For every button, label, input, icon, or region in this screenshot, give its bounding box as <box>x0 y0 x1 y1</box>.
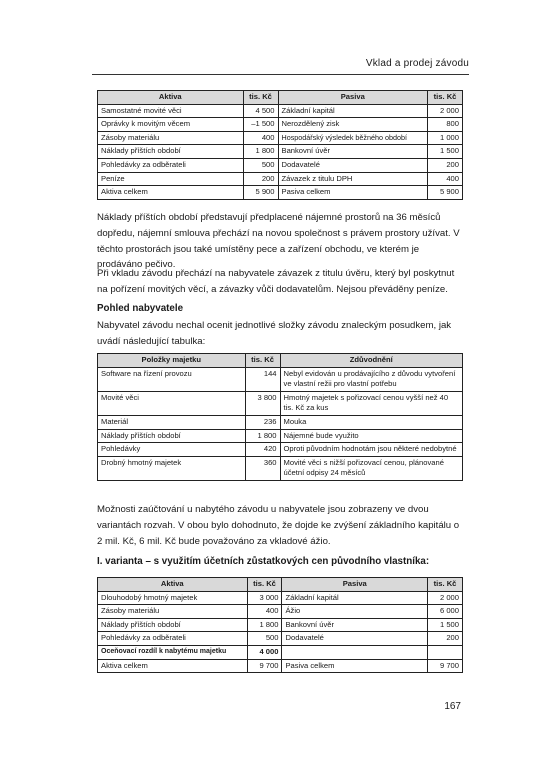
table-cell: Nerozdělený zisk <box>278 118 428 132</box>
table-cell: Nebyl evidován u prodávajícího z důvodu vytvoření ve vlastní režii pro vlastní potřebu <box>280 367 462 391</box>
table-cell: 144 <box>245 367 280 391</box>
table-cell: Dlouhodobý hmotný majetek <box>98 591 248 605</box>
table-cell: 1 500 <box>428 145 463 159</box>
table-cell: 2 000 <box>428 104 463 118</box>
table-cell: Pasiva celkem <box>282 659 428 673</box>
table-cell: 9 700 <box>247 659 282 673</box>
table-cell: 3 800 <box>245 391 280 415</box>
heading-buyer-view: Pohled nabyvatele <box>97 303 184 314</box>
table-row <box>98 443 463 457</box>
table-cell: 236 <box>245 415 280 429</box>
paragraph-transfer: Při vkladu závodu přechází na nabyvatele závazek z titulu úvěru, který byl poskytnut na pořízení movitých věcí, a závazky vůči dodavatelům. Nejsou převáděny peníze. <box>97 268 455 295</box>
header-rule <box>92 74 469 75</box>
table-cell: 9 700 <box>428 659 463 673</box>
table-cell: 1 500 <box>428 618 463 632</box>
table-row <box>98 158 463 172</box>
table-cell: Hmotný majetek s pořizovací cenou vyšší než 40 tis. Kč za kus <box>280 391 462 415</box>
table-cell: 4 500 <box>243 104 278 118</box>
table-cell: Zásoby materiálu <box>98 131 244 145</box>
table-cell: Oproti původním hodnotám jsou některé nedobytné <box>280 443 462 457</box>
table-cell: Základní kapitál <box>278 104 428 118</box>
heading-variant-1: I. varianta – s využitím účetních zůstatkových cen původního vlastníka: <box>97 556 430 567</box>
table-cell: Peníze <box>98 172 244 186</box>
table-cell: Pohledávky za odběrateli <box>98 158 244 172</box>
table-total-row <box>98 659 463 673</box>
column-header-tis-kc: tis. Kč <box>428 578 463 592</box>
table-row <box>98 605 463 619</box>
column-header-pasiva: Pasiva <box>278 91 428 105</box>
table-cell: 6 000 <box>428 605 463 619</box>
table-cell: 500 <box>243 158 278 172</box>
table-row <box>98 367 463 391</box>
table-row <box>98 391 463 415</box>
column-header-tis-kc: tis. Kč <box>428 91 463 105</box>
column-header-tis-kc: tis. Kč <box>243 91 278 105</box>
table-cell: 1 800 <box>243 145 278 159</box>
table-cell: Mouka <box>280 415 462 429</box>
column-header-tis-kc: tis. Kč <box>245 354 280 368</box>
table-cell: 420 <box>245 443 280 457</box>
table-cell: Pohledávky za odběrateli <box>98 632 248 646</box>
column-header-pasiva: Pasiva <box>282 578 428 592</box>
table-header-row <box>98 354 463 368</box>
table-cell: 1 000 <box>428 131 463 145</box>
table-cell: Náklady příštích období <box>98 145 244 159</box>
table-cell: Základní kapitál <box>282 591 428 605</box>
balance-sheet-table-1 <box>97 90 463 200</box>
column-header-asset: Položky majetku <box>98 354 246 368</box>
table-cell: 400 <box>428 172 463 186</box>
table-cell: Movité věci s nižší pořizovací cenou, plánované účetní odpisy 24 měsíců <box>280 456 462 480</box>
table-cell: Náklady příštích období <box>98 429 246 443</box>
page-number: 167 <box>444 701 461 712</box>
paragraph-options: Možnosti zaúčtování u nabytého závodu u nabyvatele jsou zobrazeny ve dvou variantách rozvah. V obou bylo dohodnuto, že dojde ke zvýšení základního kapitálu o 2 mil. Kč, 6 mil. Kč bude považováno za vkladové ážio. <box>97 504 460 547</box>
table-row <box>98 118 463 132</box>
table-cell: Závazek z titulu DPH <box>278 172 428 186</box>
table-cell: 3 000 <box>247 591 282 605</box>
table-cell <box>282 645 428 659</box>
table-cell: 5 900 <box>243 186 278 200</box>
table-cell: Hospodářský výsledek běžného období <box>278 131 428 145</box>
table-cell: Bankovní úvěr <box>282 618 428 632</box>
table-cell: Materiál <box>98 415 246 429</box>
table-cell: Nájemné bude využito <box>280 429 462 443</box>
table-cell: 4 000 <box>247 645 282 659</box>
table-row <box>98 429 463 443</box>
running-header-title: Vklad a prodej závodu <box>365 58 469 69</box>
table-total-row <box>98 186 463 200</box>
balance-sheet-table-variant-1 <box>97 577 463 673</box>
column-header-tis-kc: tis. Kč <box>247 578 282 592</box>
column-header-reason: Zdůvodnění <box>280 354 462 368</box>
table-cell: Zásoby materiálu <box>98 605 248 619</box>
table-cell: 2 000 <box>428 591 463 605</box>
table-cell: Software na řízení provozu <box>98 367 246 391</box>
table-cell: Oprávky k movitým věcem <box>98 118 244 132</box>
table-header-row <box>98 578 463 592</box>
table-cell: Oceňovací rozdíl k nabytému majetku <box>98 645 248 659</box>
table-cell: Ážio <box>282 605 428 619</box>
table-cell: Pohledávky <box>98 443 246 457</box>
table-row <box>98 456 463 480</box>
table-row <box>98 131 463 145</box>
table-row <box>98 632 463 646</box>
table-row <box>98 618 463 632</box>
table-row <box>98 145 463 159</box>
column-header-aktiva: Aktiva <box>98 578 248 592</box>
table-cell: 1 800 <box>247 618 282 632</box>
table-cell: Aktiva celkem <box>98 186 244 200</box>
table-cell: 360 <box>245 456 280 480</box>
asset-valuation-table <box>97 353 463 481</box>
running-header <box>0 0 533 82</box>
paragraph-valuation: Nabyvatel závodu nechal ocenit jednotlivé složky závodu znaleckým posudkem, jak uvádí následující tabulka: <box>97 320 452 347</box>
table-row <box>98 104 463 118</box>
table-cell: Pasiva celkem <box>278 186 428 200</box>
table-cell: Aktiva celkem <box>98 659 248 673</box>
table-cell: Dodavatelé <box>282 632 428 646</box>
table-cell: Dodavatelé <box>278 158 428 172</box>
table-row <box>98 591 463 605</box>
paragraph-prepaid-rent: Náklady příštích období představují předplacené nájemné prostorů na 36 měsíců dopředu, nájemní smlouva přechází na novou společnost s právem prostory užívat. V těchto prostorách jsou také umístěny pece a zařízení obchodu, ve kterém je prodáváno pečivo. <box>97 212 460 271</box>
table-cell: Drobný hmotný majetek <box>98 456 246 480</box>
table-cell: 1 800 <box>245 429 280 443</box>
table-cell: Bankovní úvěr <box>278 145 428 159</box>
table-cell: 200 <box>428 158 463 172</box>
table-row <box>98 645 463 659</box>
table-cell: Samostatné movité věci <box>98 104 244 118</box>
table-cell: –1 500 <box>243 118 278 132</box>
table-cell: 200 <box>428 632 463 646</box>
table-cell: 500 <box>247 632 282 646</box>
table-cell: 400 <box>243 131 278 145</box>
table-row <box>98 415 463 429</box>
table-header-row <box>98 91 463 105</box>
table-cell: Movité věci <box>98 391 246 415</box>
table-cell: Náklady příštích období <box>98 618 248 632</box>
table-cell: 5 900 <box>428 186 463 200</box>
table-cell: 200 <box>243 172 278 186</box>
table-cell: 800 <box>428 118 463 132</box>
table-row <box>98 172 463 186</box>
table-cell <box>428 645 463 659</box>
table-cell: 400 <box>247 605 282 619</box>
column-header-aktiva: Aktiva <box>98 91 244 105</box>
